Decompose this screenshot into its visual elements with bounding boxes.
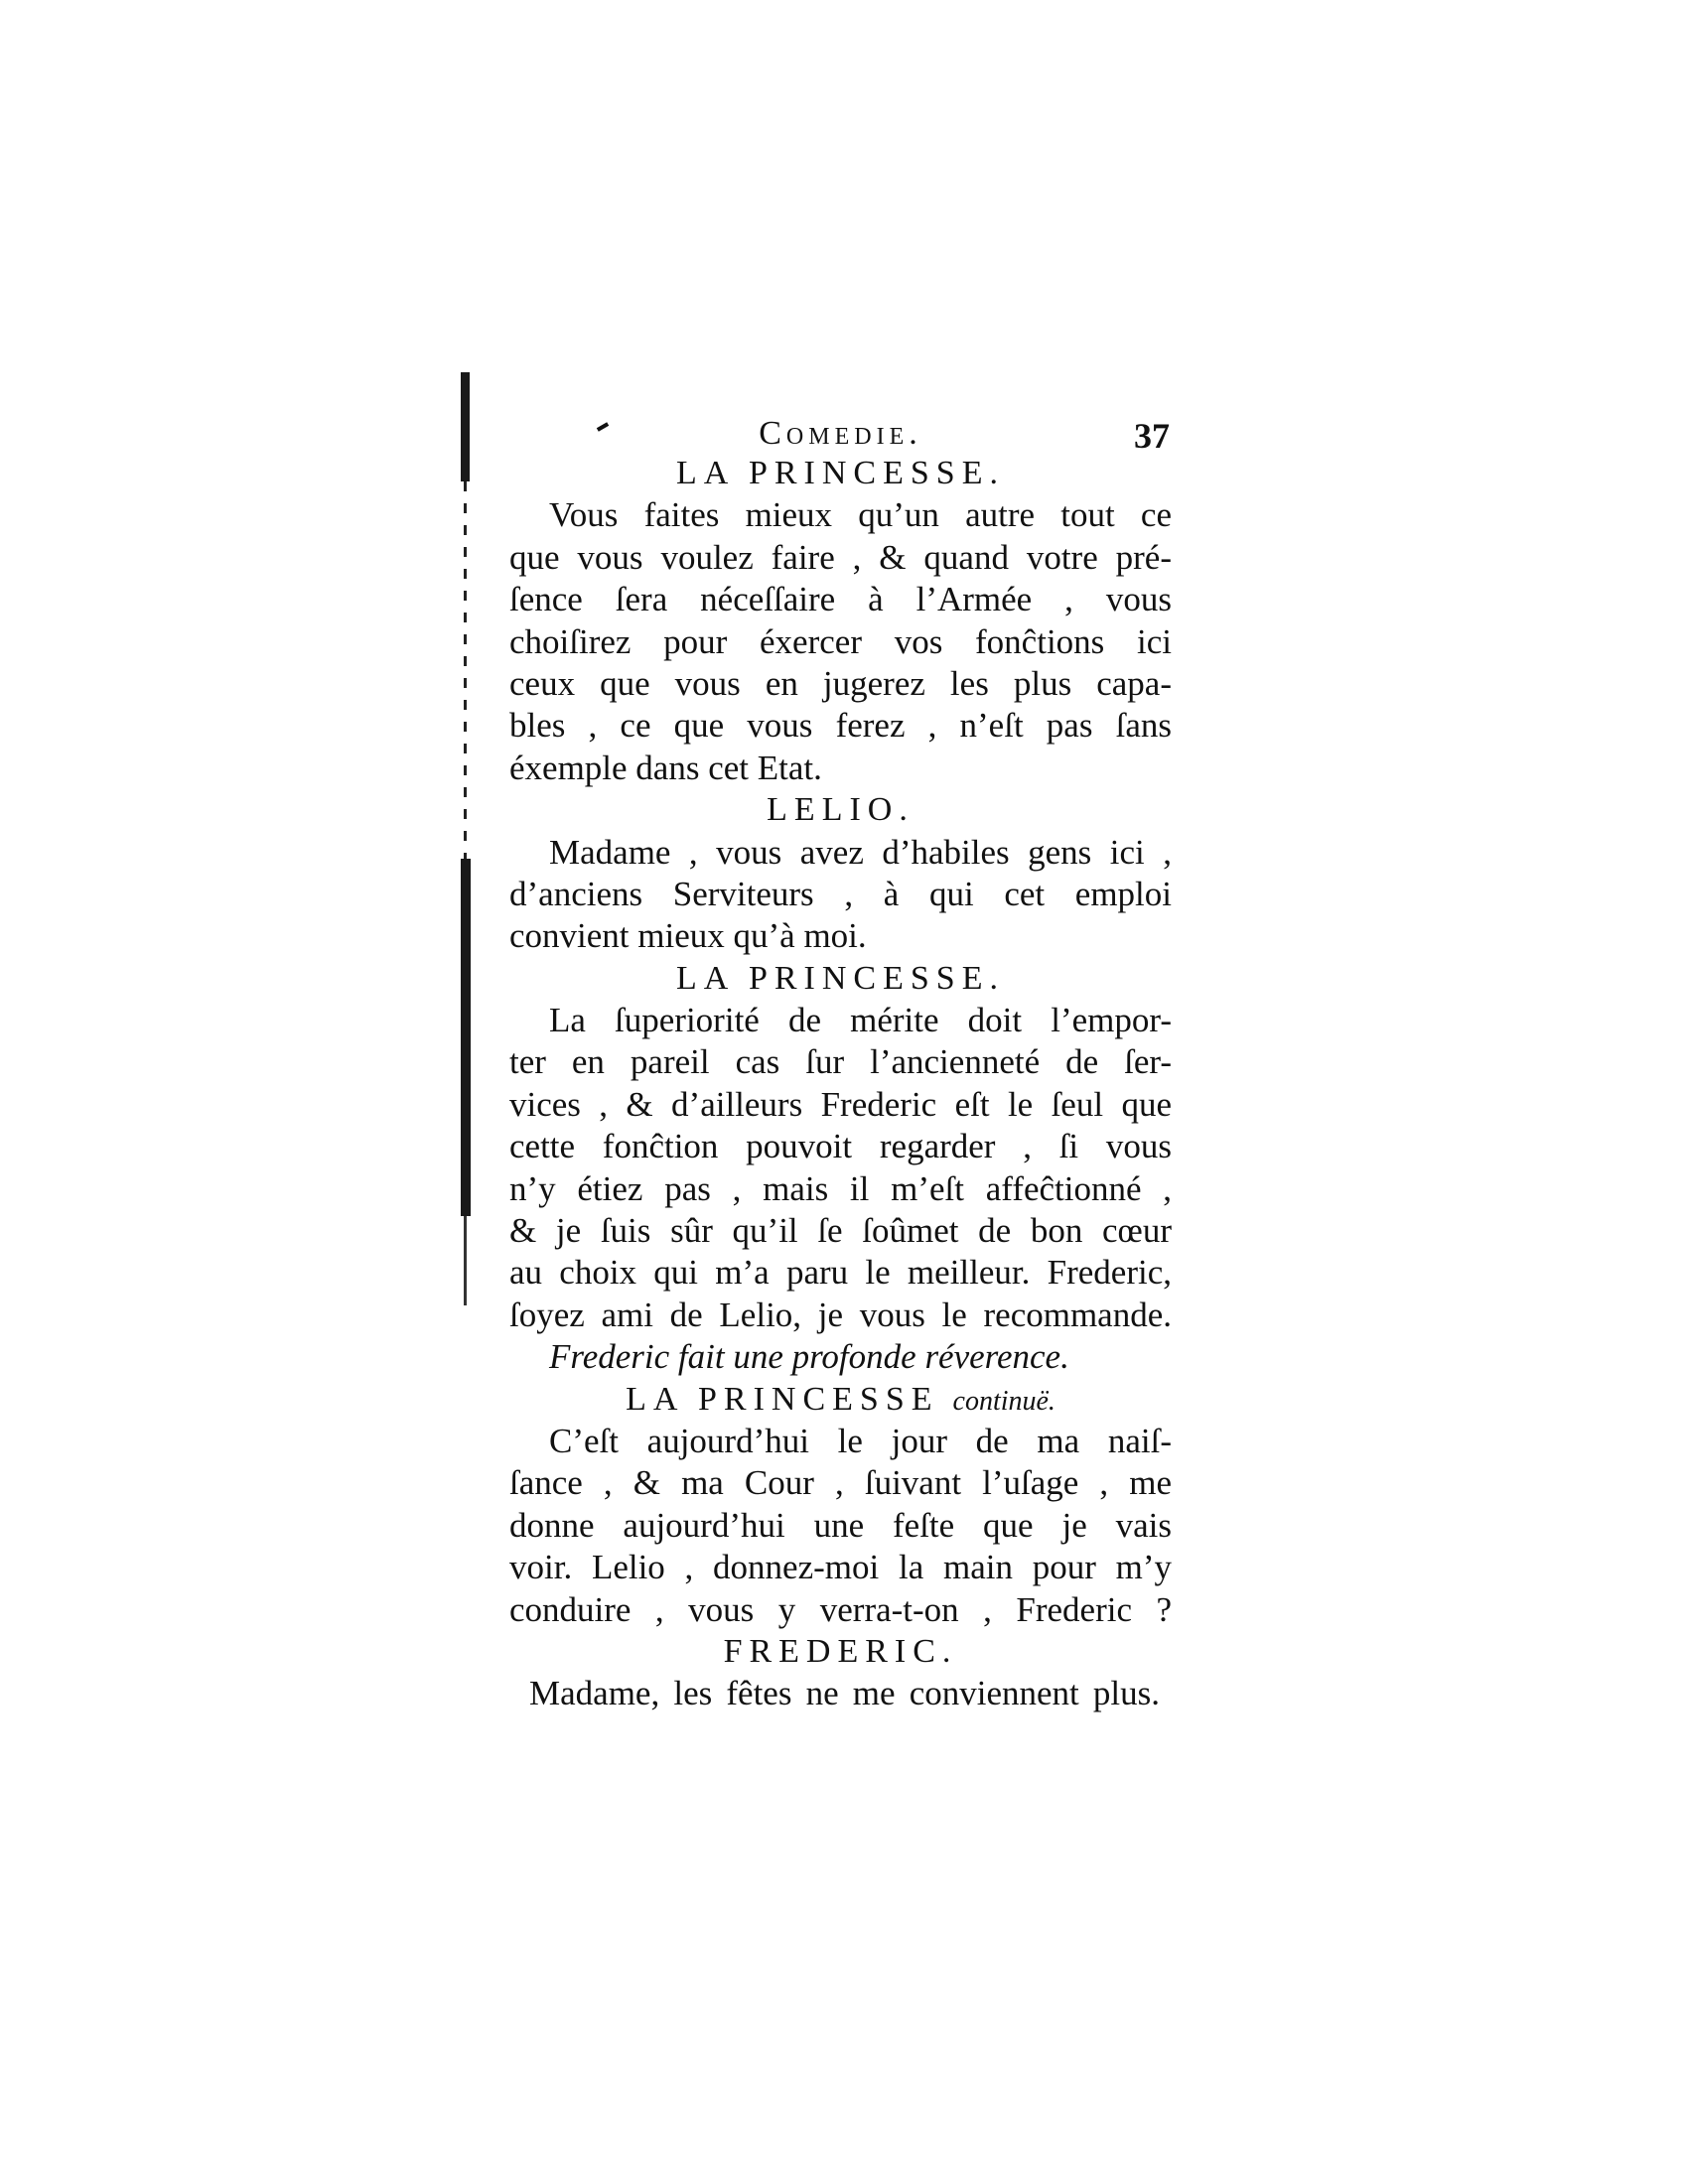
speech-line: ſance , & ma Cour , ſuivant l’uſage , me — [509, 1463, 1172, 1503]
speech-line: C’eſt aujourd’hui le jour de ma naiſ- — [549, 1421, 1172, 1460]
speech-line: convient mieux qu’à moi. — [509, 916, 867, 956]
speech-line: ſoyez ami de Lelio, je vous le recommande. — [509, 1295, 1172, 1334]
speech-line: Madame , vous avez d’habiles gens ici , — [549, 832, 1172, 872]
speaker-label: LA PRINCESSE — [626, 1380, 939, 1418]
speaker-label: LA PRINCESSE. — [676, 959, 1005, 997]
speech-line: d’anciens Serviteurs , à qui cet emploi — [509, 874, 1172, 913]
binding-shadow — [464, 1216, 467, 1305]
speaker-name — [509, 958, 1172, 1000]
speech-line: & je ſuis sûr qu’il ſe ſoûmet de bon cœur — [509, 1211, 1172, 1251]
speech-line: bles , ce que vous ferez , n’eſt pas ſans — [509, 706, 1172, 746]
page-number: 37 — [1134, 416, 1170, 456]
speech-line: vices , & d’ailleurs Frederic eſt le ſeul que — [509, 1084, 1172, 1124]
binding-shadow — [461, 372, 470, 481]
speech-line: ſence ſera néceſſaire à l’Armée , vous — [509, 580, 1172, 619]
speech-line: choiſirez pour éxercer vos fonĉtions ici — [509, 621, 1172, 661]
speech-line: conduire , vous y verra-t-on , Frederic ? — [509, 1589, 1172, 1629]
speaker-name — [509, 789, 1172, 831]
running-title: Comedie. — [759, 415, 922, 452]
book-binding-edge — [455, 372, 475, 1305]
speech-line: au choix qui m’a paru le meilleur. Frederic, — [509, 1253, 1172, 1293]
binding-shadow — [464, 481, 467, 859]
speaker-label: LELIO. — [767, 791, 914, 829]
stage-note: continuë. — [952, 1385, 1055, 1417]
speech-line: donne aujourd’hui une feſte que je vais — [509, 1505, 1172, 1545]
speech-line: éxemple dans cet Etat. — [509, 748, 822, 787]
speech-line: cette fonĉtion pouvoit regarder , ſi vous — [509, 1127, 1172, 1166]
speech-line: ceux que vous en jugerez les plus capa- — [509, 663, 1172, 703]
binding-shadow — [461, 859, 471, 1216]
speech-line: voir. Lelio , donnez-moi la main pour m’y — [509, 1548, 1172, 1587]
page-text — [509, 453, 1172, 1715]
speech-line: que vous voulez faire , & quand votre pré- — [509, 537, 1172, 577]
speaker-name — [509, 453, 1172, 494]
speech-line: ter en pareil cas ſur l’ancienneté de ſer- — [509, 1042, 1172, 1082]
speaker-name — [509, 1379, 1172, 1421]
speech-line: Vous faites mieux qu’un autre tout ce — [549, 495, 1172, 535]
speaker-label: FREDERIC. — [723, 1632, 958, 1670]
stage-direction: Frederic fait une profonde réverence. — [549, 1337, 1069, 1377]
speaker-label: LA PRINCESSE. — [676, 455, 1005, 491]
speech-line: n’y étiez pas , mais il m’eſt affeĉtionné , — [509, 1168, 1172, 1208]
speech-line: Madame, les fêtes ne me conviennent plus. — [529, 1674, 1160, 1713]
speech-line: La ſuperiorité de mérite doit l’empor- — [549, 1001, 1172, 1040]
speaker-name — [509, 1631, 1172, 1673]
